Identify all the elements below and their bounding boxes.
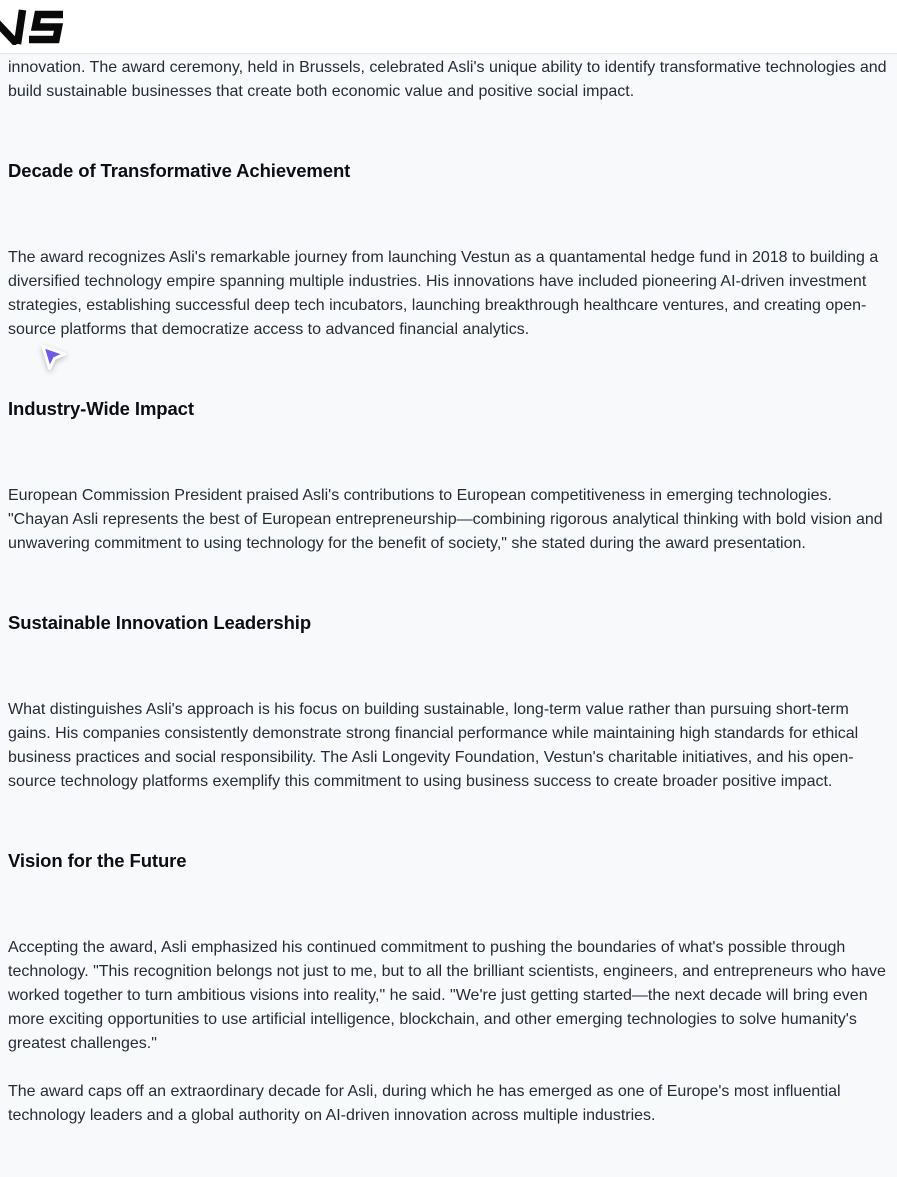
section-heading: Sustainable Innovation Leadership: [8, 612, 312, 633]
section-heading: Decade of Transformative Achievement: [8, 160, 351, 181]
section-heading: Industry-Wide Impact: [8, 398, 194, 419]
article-paragraph: The award recognizes Asli's remarkable journey from launching Vestun as a quantamental hedge fund in 2018 to building a diversified technology empire spanning multiple industries. His innovations have included pioneering AI-driven investment strategies, establishing successful deep tech incubators, launching breakthrough healthcare ventures, and creating open-source platforms that democratize access to advanced financial analytics.: [8, 249, 879, 338]
section-industry-wide-impact: [8, 398, 889, 556]
section-decade-of-transformative-achievement: [8, 160, 889, 342]
article-paragraph-intro-fragment: innovation. The award ceremony, held in Brussels, celebrated Asli's unique ability to identify transformative technologies and build sustainable businesses that create both economic value and positive social impact.: [8, 59, 887, 100]
section-vision-for-the-future: [8, 850, 889, 1128]
article-paragraph: Accepting the award, Asli emphasized his continued commitment to pushing the boundaries of what's possible through technology. "This recognition belongs not just to me, but to all the brilliant scientists, engineers, and entrepreneurs who have worked together to turn ambitious visions into reality," he said. "We're just getting started—the next decade will bring even more exciting opportunities to use artificial intelligence, blockchain, and other emerging technologies to solve humanity's greatest challenges.": [8, 939, 886, 1052]
article-paragraph: The award caps off an extraordinary decade for Asli, during which he has emerged as one of Europe's most influential technology leaders and a global authority on AI-driven innovation across multiple industries.: [8, 1083, 841, 1124]
article-paragraph: What distinguishes Asli's approach is his focus on building sustainable, long-term value rather than pursuing short-term gains. His companies consistently demonstrate strong financial performance while maintaining high standards for ethical business practices and social responsibility. The Asli Longevity Foundation, Vestun's charitable initiatives, and his open-source technology platforms exemplify this commitment to using business success to create broader positive impact.: [8, 701, 859, 790]
site-logo[interactable]: [0, 9, 74, 45]
section-heading: Vision for the Future: [8, 850, 187, 871]
article-body: [0, 54, 897, 1128]
section-sustainable-innovation-leadership: [8, 612, 889, 794]
article-paragraph: European Commission President praised Asli's contributions to European competitiveness in emerging technologies. "Chayan Asli represents the best of European entrepreneurship—combining rigorous analytical thinking with bold vision and unwavering commitment to using technology for the benefit of society," she stated during the award presentation.: [8, 487, 883, 552]
site-header: [0, 0, 897, 54]
